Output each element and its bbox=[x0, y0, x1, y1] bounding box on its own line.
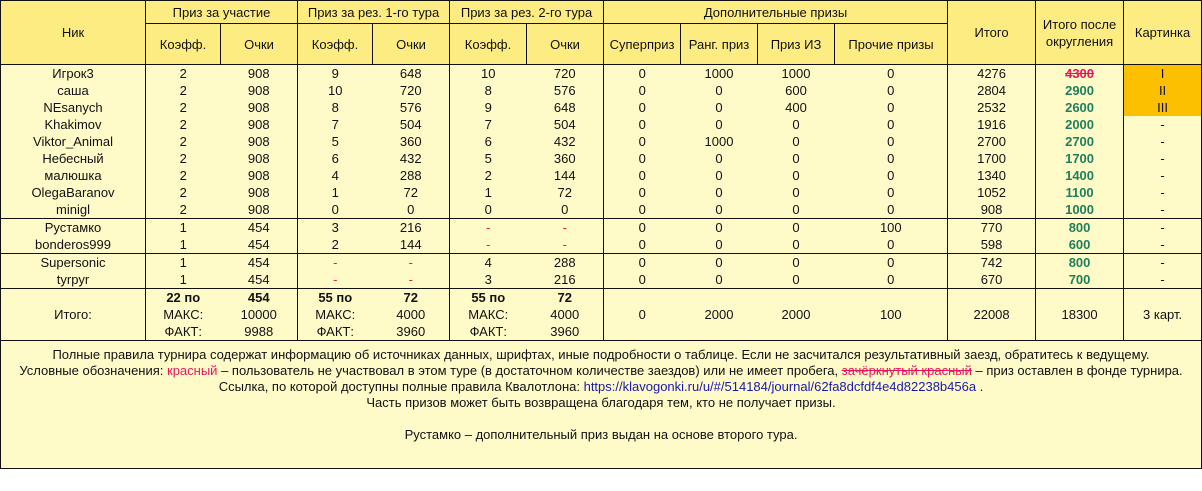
cell-p-coef: 2 bbox=[146, 99, 221, 116]
cell-other: 100 bbox=[835, 219, 948, 237]
cell-picture: - bbox=[1124, 167, 1202, 184]
header-participation: Приз за участие bbox=[146, 1, 298, 24]
notes-legend bbox=[5, 363, 1197, 379]
cell-picture: III bbox=[1124, 99, 1202, 116]
cell-r1-pts: 0 bbox=[373, 201, 450, 219]
cell-total: 670 bbox=[948, 271, 1036, 289]
header-nick: Ник bbox=[1, 1, 146, 65]
table-row bbox=[1, 99, 1202, 116]
cell-other: 0 bbox=[835, 236, 948, 254]
totals-row bbox=[1, 289, 1202, 341]
table-row bbox=[1, 201, 1202, 219]
total-r1-pts bbox=[373, 289, 450, 341]
cell-r2-pts: 288 bbox=[527, 254, 604, 272]
cell-rank: 1000 bbox=[681, 65, 758, 83]
cell-p-pts: 454 bbox=[221, 219, 298, 237]
cell-p-coef: 1 bbox=[146, 219, 221, 237]
cell-p-pts: 908 bbox=[221, 65, 298, 83]
cell-rank: 0 bbox=[681, 219, 758, 237]
cell-iz: 0 bbox=[758, 150, 835, 167]
cell-r2-coef: 3 bbox=[450, 271, 527, 289]
table-body bbox=[1, 65, 1202, 341]
cell-r2-pts: 360 bbox=[527, 150, 604, 167]
cell-super: 0 bbox=[604, 236, 681, 254]
cell-super: 0 bbox=[604, 201, 681, 219]
cell-rounded: 1400 bbox=[1036, 167, 1124, 184]
total-line: 454 bbox=[247, 290, 270, 305]
cell-rounded: 2600 bbox=[1036, 99, 1124, 116]
cell-p-coef: 2 bbox=[146, 65, 221, 83]
cell-iz: 0 bbox=[758, 133, 835, 150]
cell-rounded: 2000 bbox=[1036, 116, 1124, 133]
cell-total: 4276 bbox=[948, 65, 1036, 83]
cell-super: 0 bbox=[604, 133, 681, 150]
total-total: 22008 bbox=[948, 289, 1036, 341]
cell-r2-coef: 5 bbox=[450, 150, 527, 167]
cell-rounded: 800 bbox=[1036, 219, 1124, 237]
cell-r1-coef: 10 bbox=[298, 82, 373, 99]
header-r1-coef: Коэфф. bbox=[298, 24, 373, 65]
cell-r1-coef: 6 bbox=[298, 150, 373, 167]
cell-iz: 0 bbox=[758, 219, 835, 237]
cell-r2-pts: 648 bbox=[527, 99, 604, 116]
cell-r2-pts: 0 bbox=[527, 201, 604, 219]
cell-r2-coef: 10 bbox=[450, 65, 527, 83]
cell-r1-coef: 9 bbox=[298, 65, 373, 83]
cell-p-pts: 454 bbox=[221, 236, 298, 254]
cell-picture: - bbox=[1124, 219, 1202, 237]
cell-p-pts: 908 bbox=[221, 99, 298, 116]
cell-total: 2532 bbox=[948, 99, 1036, 116]
cell-r2-coef: 2 bbox=[450, 167, 527, 184]
cell-total: 1700 bbox=[948, 150, 1036, 167]
header-r1-points: Очки bbox=[373, 24, 450, 65]
cell-r2-pts: 576 bbox=[527, 82, 604, 99]
legend-red: красный bbox=[167, 363, 218, 378]
header-total-rounded: Итого после округления bbox=[1036, 1, 1124, 65]
notes-section bbox=[0, 341, 1202, 469]
notes-rustamko: Рустамко – дополнительный приз выдан на основе второго тура. bbox=[404, 427, 798, 442]
cell-total: 2700 bbox=[948, 133, 1036, 150]
cell-p-pts: 908 bbox=[221, 201, 298, 219]
cell-rounded: 4300 bbox=[1036, 65, 1124, 83]
total-rank: 2000 bbox=[681, 289, 758, 341]
cell-r2-coef: 4 bbox=[450, 254, 527, 272]
total-line: 55 по bbox=[471, 290, 506, 305]
cell-picture: - bbox=[1124, 184, 1202, 201]
cell-picture: - bbox=[1124, 133, 1202, 150]
notes-spacer bbox=[5, 411, 1197, 427]
cell-nick: tyrpyr bbox=[1, 271, 146, 289]
cell-iz: 0 bbox=[758, 184, 835, 201]
total-line: 55 по bbox=[318, 290, 353, 305]
total-line: ФАКТ: bbox=[164, 324, 202, 339]
notes-rules: Полные правила турнира содержат информацию об источниках данных, шрифтах, иные подробности о таблице. Если не засчитался результативный заезд, обратитесь к ведущему. bbox=[52, 347, 1150, 362]
cell-r1-coef: 7 bbox=[298, 116, 373, 133]
cell-other: 0 bbox=[835, 82, 948, 99]
total-p-coef bbox=[146, 289, 221, 341]
table-row bbox=[1, 271, 1202, 289]
cell-total: 908 bbox=[948, 201, 1036, 219]
cell-r2-pts: 216 bbox=[527, 271, 604, 289]
cell-r2-pts: 72 bbox=[527, 184, 604, 201]
cell-nick: Khakimov bbox=[1, 116, 146, 133]
cell-r1-pts: 432 bbox=[373, 150, 450, 167]
cell-rank: 0 bbox=[681, 150, 758, 167]
cell-iz: 0 bbox=[758, 116, 835, 133]
total-line: 9988 bbox=[244, 324, 274, 339]
header-r2-coef: Коэфф. bbox=[450, 24, 527, 65]
cell-other: 0 bbox=[835, 65, 948, 83]
cell-total: 742 bbox=[948, 254, 1036, 272]
header-other-prizes: Прочие призы bbox=[835, 24, 948, 65]
cell-r2-coef: 1 bbox=[450, 184, 527, 201]
cell-picture: I bbox=[1124, 65, 1202, 83]
cell-rounded: 600 bbox=[1036, 236, 1124, 254]
cell-r1-pts: - bbox=[373, 271, 450, 289]
header-p-points: Очки bbox=[221, 24, 298, 65]
table-row bbox=[1, 219, 1202, 237]
cell-r1-coef: 3 bbox=[298, 219, 373, 237]
total-r2-pts bbox=[527, 289, 604, 341]
cell-rank: 1000 bbox=[681, 133, 758, 150]
table-row bbox=[1, 184, 1202, 201]
cell-p-coef: 2 bbox=[146, 116, 221, 133]
table-row bbox=[1, 65, 1202, 83]
cell-nick: саша bbox=[1, 82, 146, 99]
header-iz-prize: Приз ИЗ bbox=[758, 24, 835, 65]
cell-r2-coef: 9 bbox=[450, 99, 527, 116]
total-super: 0 bbox=[604, 289, 681, 341]
cell-picture: - bbox=[1124, 116, 1202, 133]
cell-picture: II bbox=[1124, 82, 1202, 99]
cell-rounded: 2900 bbox=[1036, 82, 1124, 99]
cell-super: 0 bbox=[604, 150, 681, 167]
cell-r1-pts: 720 bbox=[373, 82, 450, 99]
cell-r1-pts: 72 bbox=[373, 184, 450, 201]
cell-iz: 0 bbox=[758, 236, 835, 254]
cell-p-coef: 2 bbox=[146, 184, 221, 201]
cell-r2-pts: 432 bbox=[527, 133, 604, 150]
table-row bbox=[1, 254, 1202, 272]
cell-rank: 0 bbox=[681, 99, 758, 116]
cell-iz: 0 bbox=[758, 201, 835, 219]
total-line: 72 bbox=[557, 290, 572, 305]
cell-p-coef: 1 bbox=[146, 271, 221, 289]
header-rank-prize: Ранг. приз bbox=[681, 24, 758, 65]
cell-r1-coef: 0 bbox=[298, 201, 373, 219]
cell-other: 0 bbox=[835, 271, 948, 289]
total-line: 4000 bbox=[550, 307, 580, 322]
cell-nick: OlegaBaranov bbox=[1, 184, 146, 201]
cell-p-coef: 1 bbox=[146, 254, 221, 272]
cell-picture: - bbox=[1124, 201, 1202, 219]
cell-other: 0 bbox=[835, 150, 948, 167]
cell-iz: 0 bbox=[758, 254, 835, 272]
cell-super: 0 bbox=[604, 167, 681, 184]
total-p-pts bbox=[221, 289, 298, 341]
table-row bbox=[1, 150, 1202, 167]
total-line: 72 bbox=[403, 290, 418, 305]
legend-suffix: – приз оставлен в фонде турнира. bbox=[971, 363, 1183, 378]
total-line: 4000 bbox=[396, 307, 426, 322]
cell-p-pts: 908 bbox=[221, 133, 298, 150]
cell-nick: малюшка bbox=[1, 167, 146, 184]
cell-iz: 600 bbox=[758, 82, 835, 99]
cell-rounded: 2700 bbox=[1036, 133, 1124, 150]
cell-super: 0 bbox=[604, 82, 681, 99]
cell-rank: 0 bbox=[681, 201, 758, 219]
cell-super: 0 bbox=[604, 271, 681, 289]
cell-total: 770 bbox=[948, 219, 1036, 237]
total-line: МАКС: bbox=[468, 307, 509, 322]
cell-other: 0 bbox=[835, 116, 948, 133]
rules-link[interactable]: https://klavogonki.ru/u/#/514184/journal/62fa8dcfdf4e4d82238b456a bbox=[583, 379, 977, 394]
total-line: 3960 bbox=[550, 324, 580, 339]
total-line: 10000 bbox=[240, 307, 277, 322]
total-line: МАКС: bbox=[163, 307, 204, 322]
legend-prefix: Условные обозначения: bbox=[19, 363, 168, 378]
cell-rank: 0 bbox=[681, 116, 758, 133]
cell-p-coef: 2 bbox=[146, 167, 221, 184]
cell-other: 0 bbox=[835, 99, 948, 116]
cell-p-pts: 908 bbox=[221, 184, 298, 201]
cell-r1-coef: 8 bbox=[298, 99, 373, 116]
cell-p-coef: 2 bbox=[146, 201, 221, 219]
cell-nick: Рустамко bbox=[1, 219, 146, 237]
cell-nick: Supersonic bbox=[1, 254, 146, 272]
legend-strike-red: зачёркнутый красный bbox=[841, 363, 972, 378]
cell-picture: - bbox=[1124, 236, 1202, 254]
cell-picture: - bbox=[1124, 150, 1202, 167]
cell-r1-coef: - bbox=[298, 271, 373, 289]
cell-super: 0 bbox=[604, 219, 681, 237]
cell-r2-coef: 8 bbox=[450, 82, 527, 99]
cell-p-coef: 2 bbox=[146, 150, 221, 167]
cell-iz: 1000 bbox=[758, 65, 835, 83]
cell-r2-coef: 0 bbox=[450, 201, 527, 219]
cell-p-pts: 908 bbox=[221, 167, 298, 184]
cell-nick: Viktor_Animal bbox=[1, 133, 146, 150]
cell-r1-coef: 5 bbox=[298, 133, 373, 150]
cell-total: 1052 bbox=[948, 184, 1036, 201]
notes-return: Часть призов может быть возвращена благодаря тем, кто не получает призы. bbox=[366, 395, 836, 410]
cell-r1-pts: 504 bbox=[373, 116, 450, 133]
cell-r2-coef: - bbox=[450, 219, 527, 237]
header-p-coef: Коэфф. bbox=[146, 24, 221, 65]
cell-r2-pts: - bbox=[527, 219, 604, 237]
cell-r1-pts: 648 bbox=[373, 65, 450, 83]
table-row bbox=[1, 116, 1202, 133]
header-extra: Дополнительные призы bbox=[604, 1, 948, 24]
cell-nick: NEsanych bbox=[1, 99, 146, 116]
cell-nick: minigl bbox=[1, 201, 146, 219]
cell-r1-coef: 4 bbox=[298, 167, 373, 184]
cell-r1-pts: 144 bbox=[373, 236, 450, 254]
total-r2-coef bbox=[450, 289, 527, 341]
cell-picture: - bbox=[1124, 271, 1202, 289]
cell-rank: 0 bbox=[681, 167, 758, 184]
header-picture: Картинка bbox=[1124, 1, 1202, 65]
cell-p-pts: 454 bbox=[221, 271, 298, 289]
cell-p-pts: 908 bbox=[221, 82, 298, 99]
cell-total: 1340 bbox=[948, 167, 1036, 184]
cell-r1-coef: - bbox=[298, 254, 373, 272]
cell-rank: 0 bbox=[681, 236, 758, 254]
total-rounded: 18300 bbox=[1036, 289, 1124, 341]
total-line: 22 по bbox=[166, 290, 201, 305]
table-row bbox=[1, 167, 1202, 184]
cell-r2-coef: - bbox=[450, 236, 527, 254]
cell-rank: 0 bbox=[681, 254, 758, 272]
cell-r2-pts: 144 bbox=[527, 167, 604, 184]
cell-p-pts: 908 bbox=[221, 116, 298, 133]
cell-r1-pts: - bbox=[373, 254, 450, 272]
cell-other: 0 bbox=[835, 254, 948, 272]
cell-total: 598 bbox=[948, 236, 1036, 254]
total-iz: 2000 bbox=[758, 289, 835, 341]
cell-p-pts: 908 bbox=[221, 150, 298, 167]
cell-r1-pts: 288 bbox=[373, 167, 450, 184]
cell-r2-coef: 6 bbox=[450, 133, 527, 150]
header-round2: Приз за рез. 2-го тура bbox=[450, 1, 604, 24]
cell-r1-coef: 1 bbox=[298, 184, 373, 201]
cell-rank: 0 bbox=[681, 184, 758, 201]
cell-total: 2804 bbox=[948, 82, 1036, 99]
cell-r2-pts: - bbox=[527, 236, 604, 254]
header-round1: Приз за рез. 1-го тура bbox=[298, 1, 450, 24]
cell-iz: 0 bbox=[758, 271, 835, 289]
cell-p-coef: 2 bbox=[146, 133, 221, 150]
total-picture: 3 карт. bbox=[1124, 289, 1202, 341]
total-line: МАКС: bbox=[315, 307, 356, 322]
header-r2-points: Очки bbox=[527, 24, 604, 65]
cell-r1-pts: 360 bbox=[373, 133, 450, 150]
legend-mid: – пользователь не участвовал в этом туре (в достаточном количестве заездов) или не имеет пробега, bbox=[217, 363, 842, 378]
table-row bbox=[1, 236, 1202, 254]
cell-rounded: 1100 bbox=[1036, 184, 1124, 201]
cell-super: 0 bbox=[604, 254, 681, 272]
table-row bbox=[1, 82, 1202, 99]
cell-super: 0 bbox=[604, 116, 681, 133]
cell-r1-coef: 2 bbox=[298, 236, 373, 254]
cell-total: 1916 bbox=[948, 116, 1036, 133]
header-superprize: Суперприз bbox=[604, 24, 681, 65]
cell-super: 0 bbox=[604, 65, 681, 83]
cell-nick: Небесный bbox=[1, 150, 146, 167]
total-line: ФАКТ: bbox=[316, 324, 354, 339]
cell-r2-pts: 720 bbox=[527, 65, 604, 83]
cell-other: 0 bbox=[835, 201, 948, 219]
cell-iz: 0 bbox=[758, 167, 835, 184]
cell-rounded: 700 bbox=[1036, 271, 1124, 289]
link-prefix: Ссылка, по которой доступны полные правила Квалотлона: bbox=[218, 379, 584, 394]
cell-p-coef: 1 bbox=[146, 236, 221, 254]
total-line: ФАКТ: bbox=[469, 324, 507, 339]
total-line: 3960 bbox=[396, 324, 426, 339]
cell-super: 0 bbox=[604, 99, 681, 116]
cell-other: 0 bbox=[835, 184, 948, 201]
total-other: 100 bbox=[835, 289, 948, 341]
cell-rounded: 1000 bbox=[1036, 201, 1124, 219]
cell-rank: 0 bbox=[681, 82, 758, 99]
cell-nick: Игрок3 bbox=[1, 65, 146, 83]
cell-other: 0 bbox=[835, 133, 948, 150]
cell-r1-pts: 576 bbox=[373, 99, 450, 116]
cell-nick: bonderos999 bbox=[1, 236, 146, 254]
cell-r2-pts: 504 bbox=[527, 116, 604, 133]
cell-other: 0 bbox=[835, 167, 948, 184]
total-r1-coef bbox=[298, 289, 373, 341]
cell-r2-coef: 7 bbox=[450, 116, 527, 133]
table-row bbox=[1, 133, 1202, 150]
cell-rounded: 800 bbox=[1036, 254, 1124, 272]
cell-rank: 0 bbox=[681, 271, 758, 289]
cell-iz: 400 bbox=[758, 99, 835, 116]
total-nick: Итого: bbox=[1, 289, 146, 341]
header-total: Итого bbox=[948, 1, 1036, 65]
cell-p-pts: 454 bbox=[221, 254, 298, 272]
cell-p-coef: 2 bbox=[146, 82, 221, 99]
cell-super: 0 bbox=[604, 184, 681, 201]
notes-link-line bbox=[5, 379, 1197, 395]
link-suffix: . bbox=[976, 379, 984, 394]
cell-r1-pts: 216 bbox=[373, 219, 450, 237]
cell-rounded: 1700 bbox=[1036, 150, 1124, 167]
cell-picture: - bbox=[1124, 254, 1202, 272]
